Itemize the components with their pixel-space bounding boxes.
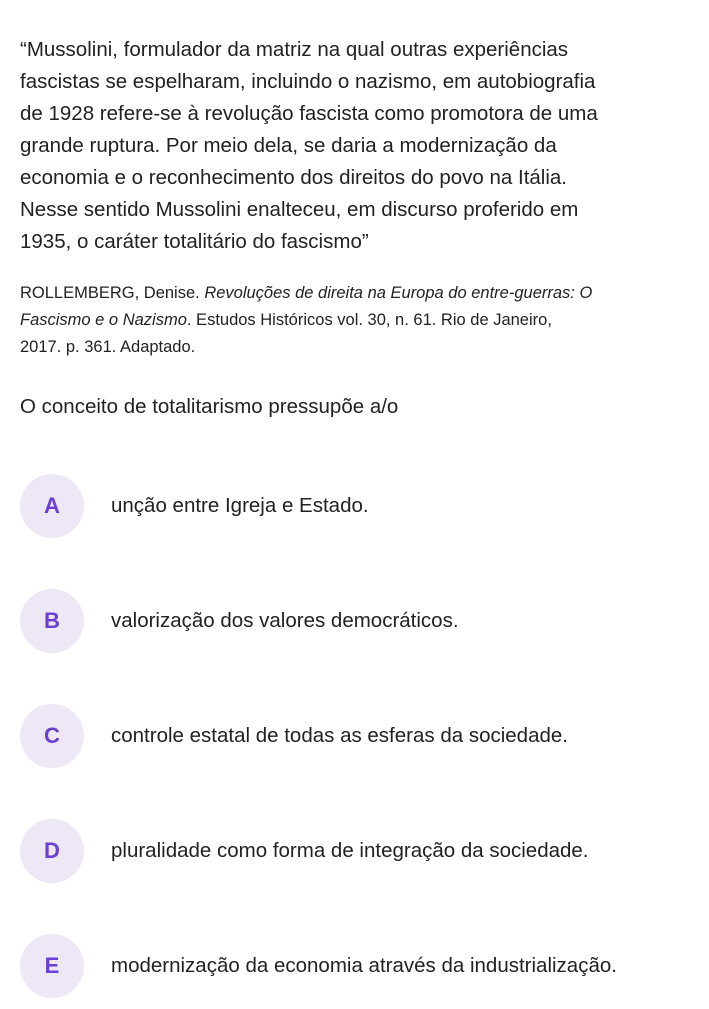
quote-line: grande ruptura. Por meio dela, se daria a modernização da	[20, 134, 557, 157]
option-text[interactable]: unção entre Igreja e Estado.	[111, 494, 369, 517]
quote-line: fascistas se espelharam, incluindo o nazismo, em autobiografia	[20, 70, 596, 93]
answer-option-c[interactable]	[20, 704, 700, 768]
citation-title-part1: Revoluções de direita na Europa do entre-guerras: O	[204, 284, 593, 302]
citation-author: ROLLEMBERG, Denise.	[20, 284, 205, 302]
option-text[interactable]: valorização dos valores democráticos.	[111, 609, 459, 632]
option-letter-badge[interactable]	[20, 934, 84, 998]
option-letter: D	[44, 838, 60, 863]
option-letter-badge[interactable]	[20, 474, 84, 538]
answer-option-d[interactable]	[20, 819, 700, 883]
option-text[interactable]: modernização da economia através da industrialização.	[111, 954, 617, 977]
option-letter: C	[44, 723, 60, 748]
quote-line: de 1928 refere-se à revolução fascista como promotora de uma	[20, 102, 598, 125]
quote-line: 1935, o caráter totalitário do fascismo”	[20, 230, 369, 253]
citation-line-3: 2017. p. 361. Adaptado.	[20, 338, 196, 356]
quote-line: Nesse sentido Mussolini enalteceu, em discurso proferido em	[20, 198, 579, 221]
option-letter-badge[interactable]	[20, 704, 84, 768]
citation-line-1	[20, 280, 690, 307]
citation-line-2	[20, 307, 690, 334]
citation-title-part2: Fascismo e o Nazismo	[20, 311, 187, 329]
option-letter: A	[44, 493, 60, 518]
answer-option-e[interactable]	[20, 934, 700, 998]
answer-option-b[interactable]	[20, 589, 700, 653]
option-text[interactable]: controle estatal de todas as esferas da sociedade.	[111, 724, 568, 747]
option-letter-badge[interactable]	[20, 589, 84, 653]
quote-line: economia e o reconhecimento dos direitos do povo na Itália.	[20, 166, 568, 189]
option-letter: E	[44, 953, 60, 978]
option-letter: B	[44, 608, 60, 633]
option-letter-badge[interactable]	[20, 819, 84, 883]
source-citation	[20, 280, 690, 361]
option-text[interactable]: pluralidade como forma de integração da sociedade.	[111, 839, 589, 862]
question-prompt: O conceito de totalitarismo pressupõe a/o	[20, 395, 399, 418]
citation-publication: . Estudos Históricos vol. 30, n. 61. Rio de Janeiro,	[186, 311, 552, 329]
question-quote	[20, 34, 690, 258]
answer-option-a[interactable]	[20, 474, 700, 538]
quote-line: “Mussolini, formulador da matriz na qual outras experiências	[20, 38, 569, 61]
